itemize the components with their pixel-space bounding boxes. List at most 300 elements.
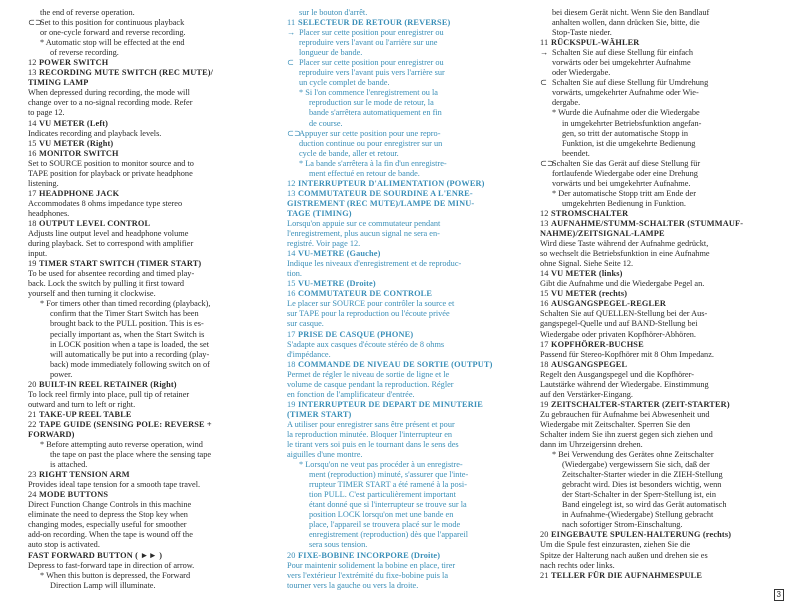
line-text: tion. (287, 269, 302, 279)
line-text: OUTPUT LEVEL CONTROL (39, 218, 151, 228)
text-line (287, 209, 527, 219)
item-number: 16 (540, 299, 549, 309)
text-line (540, 420, 780, 430)
line-text: la reproduction minutée. Bloquer l'interrupteur en (287, 429, 453, 439)
text-line (287, 490, 527, 500)
text-line (287, 28, 527, 38)
text-line (287, 219, 527, 229)
text-line (28, 480, 275, 490)
line-text: reproduction sur le mode de retour, la (309, 98, 434, 108)
text-line (287, 239, 527, 249)
line-text: Schalten Sie auf QUELLEN-Stellung bei der Aus- (540, 309, 708, 319)
line-text: longueur de bande. (299, 48, 363, 58)
item-number: 20 (287, 550, 296, 560)
line-text: FIXE-BOBINE INCORPORE (Droite) (298, 550, 441, 560)
line-text: beendet. (562, 148, 590, 158)
item-heading (28, 470, 275, 480)
item-heading (287, 179, 527, 189)
text-line (287, 269, 527, 279)
text-line (540, 330, 780, 340)
line-text: TIMING LAMP (28, 78, 89, 88)
text-line (287, 299, 527, 309)
text-line (28, 249, 275, 259)
line-text: To lock reel firmly into place, pull tip of retainer (28, 389, 190, 399)
text-line (540, 229, 780, 239)
text-line (28, 330, 275, 340)
item-number: 21 (28, 409, 37, 419)
mode-symbol-icon: ⊂⊃ (287, 128, 301, 138)
item-number: 20 (540, 530, 549, 540)
text-line (28, 108, 275, 118)
item-number: 14 (287, 249, 296, 259)
line-text: ohne Signal. Siehe Seite 12. (540, 259, 634, 269)
text-line (540, 430, 780, 440)
text-line (287, 199, 527, 209)
text-line (287, 169, 527, 179)
text-line (287, 229, 527, 239)
text-line (28, 159, 275, 169)
text-line (28, 269, 275, 279)
text-line (28, 279, 275, 289)
line-text: back. Lock the switch by pulling it first toward (28, 279, 184, 289)
text-line (28, 239, 275, 249)
line-text: * Si l'on commence l'enregistrement ou la (299, 88, 438, 98)
line-text: Depress to fast-forward tape in direction of arrow. (28, 560, 195, 570)
text-line (540, 28, 780, 38)
text-line (287, 58, 527, 68)
line-text: fortlaufende Wiedergabe oder eine Drehung (552, 168, 698, 178)
text-line (540, 410, 780, 420)
text-line (28, 299, 275, 309)
text-line (287, 139, 527, 149)
text-line (540, 370, 780, 380)
line-text: Lautstärke während der Wiedergabe. Einstimmung (540, 379, 709, 389)
text-line (540, 48, 780, 58)
item-heading (540, 289, 780, 299)
line-text: un cycle complet de bande. (299, 78, 390, 88)
line-text: bei diesem Gerät nicht. Wenn Sie den Bandlauf (552, 8, 710, 17)
item-number: 12 (28, 58, 37, 68)
line-text: Set to this position for continuous playback (40, 18, 185, 28)
text-line (28, 430, 275, 440)
line-text: HEADPHONE JACK (39, 188, 120, 198)
line-text: will automatically be put into a recording (play- (50, 349, 210, 359)
line-text: in Aufnahme-(Wiedergabe) Stellung gebracht (562, 510, 714, 520)
line-text: * For timers other than timed recording (playback), (40, 299, 211, 309)
line-text: S'adapte aux casques d'écoute stéréo de 8 ohms (287, 339, 445, 349)
line-text: INTERRUPTEUR DE DEPART DE MINUTERIE (298, 399, 483, 409)
text-line (287, 410, 527, 420)
line-text: Schalten Sie das Gerät auf diese Stellung für (552, 158, 701, 168)
line-text: rrupteur TIMER START a été ramené à la posi- (309, 480, 467, 490)
line-text: der Start-Schalter in der Sperr-Stellung ist, ein (562, 490, 716, 500)
line-text: TAPE position for playback or private headphone (28, 168, 193, 178)
item-number: 18 (287, 359, 296, 369)
text-line (287, 48, 527, 58)
text-line (28, 500, 275, 510)
line-text: Band eingelegt ist, so wird das Gerät automatisch (562, 500, 727, 510)
line-text: * La bande s'arrêtera à la fin d'un enregistre- (299, 158, 447, 168)
text-line (287, 520, 527, 530)
line-text: Regelt den Ausgangspegel und die Kopfhörer- (540, 369, 694, 379)
line-text: Um die Spule fest einzurasten, ziehen Sie die (540, 540, 691, 550)
line-text: COMMUTATEUR DE CONTROLE (298, 289, 433, 299)
line-text: VU METER (Right) (39, 138, 114, 148)
line-text: tourner vers la gauche ou vers la droite. (287, 580, 419, 590)
line-text: nach rechts oder links. (540, 560, 615, 570)
text-line (540, 380, 780, 390)
text-line (28, 530, 275, 540)
line-text: during playback. Set to correspond with amplifier (28, 239, 194, 249)
text-line (540, 159, 780, 169)
line-text: VU-METRE (Droite) (298, 279, 376, 289)
text-line (287, 88, 527, 98)
line-text: Direction Lamp will illuminate. (50, 580, 156, 590)
text-line (287, 581, 527, 591)
text-line (287, 561, 527, 571)
text-line (28, 551, 275, 561)
text-line (540, 440, 780, 450)
text-line (287, 149, 527, 159)
item-heading (287, 400, 527, 410)
text-line (28, 520, 275, 530)
text-line (287, 119, 527, 129)
text-line (540, 68, 780, 78)
text-line (540, 470, 780, 480)
line-text: Le placer sur SOURCE pour contrôler la source et (287, 299, 455, 309)
text-line (287, 370, 527, 380)
item-heading (28, 490, 275, 500)
line-text: gebracht wird. Dies ist besonders wichtig, wenn (562, 480, 722, 490)
line-text: pecially important as, when the Start Switch is (50, 329, 205, 339)
item-number: 13 (540, 218, 549, 228)
text-line (287, 309, 527, 319)
english-column (28, 8, 275, 599)
line-text: ZEITSCHALTER-STARTER (ZEIT-STARTER) (551, 399, 730, 409)
mode-symbol-icon: ⊂ (287, 58, 294, 68)
item-heading (28, 380, 275, 390)
line-text: Lorsqu'on appuie sur ce commutateur pendant (287, 218, 441, 228)
line-text: FORWARD) (28, 429, 75, 439)
line-text: the tape on past the place where the sensing tape (50, 450, 212, 460)
text-line (540, 108, 780, 118)
mode-symbol-icon: ⊂⊃ (540, 158, 554, 168)
text-line (287, 470, 527, 480)
line-text: Indique les niveaux d'enregistrement et de reproduc- (287, 259, 462, 269)
line-text: add-on recording. When the tape is wound off the (28, 530, 193, 540)
line-text: vorwärts und bei umgekehrter Aufnahme. (552, 178, 691, 188)
item-heading (540, 340, 780, 350)
text-line (287, 390, 527, 400)
text-line (28, 561, 275, 571)
line-text: RIGHT TENSION ARM (39, 470, 130, 480)
line-text: l'enregistrement, plus aucun signal ne sera en- (287, 229, 440, 239)
line-text: Indicates recording and playback levels. (28, 128, 162, 138)
line-text: ment effectué en retour de bande. (309, 168, 420, 178)
item-number: 17 (540, 339, 549, 349)
mode-symbol-icon: → (540, 48, 549, 58)
line-text: Placer sur cette position pour enregistrer ou (299, 28, 444, 38)
text-line (28, 450, 275, 460)
french-column (287, 8, 527, 599)
line-text: le tirant vers soi puis en le tournant dans le sens des (287, 440, 459, 450)
text-line (287, 571, 527, 581)
line-text: vorwärts oder bei umgekehrter Aufnahme (552, 58, 691, 68)
line-text: STROMSCHALTER (551, 208, 629, 218)
item-number: 15 (287, 279, 296, 289)
text-line (28, 350, 275, 360)
line-text: Schalten Sie auf diese Stellung für einfach (552, 48, 694, 58)
line-text: * Automatic stop will be effected at the end (40, 38, 185, 48)
item-heading (28, 219, 275, 229)
line-text: * Wurde die Aufnahme oder die Wiedergabe (552, 108, 700, 118)
text-line (540, 309, 780, 319)
line-text: reproduire vers l'avant ou l'arrière sur une (299, 38, 438, 48)
text-line (28, 460, 275, 470)
line-text: AUSGANGSPEGEL (551, 359, 628, 369)
line-text: input. (28, 249, 48, 259)
line-text: RÜCKSPUL-WÄHLER (551, 38, 640, 48)
line-text: Placer sur cette position pour enregistrer ou (299, 58, 444, 68)
item-number: 22 (28, 419, 37, 429)
item-heading (287, 279, 527, 289)
text-line (287, 68, 527, 78)
mode-symbol-icon: ⊂⊃ (28, 18, 42, 28)
line-text: AUSGANGSPEGEL-REGLER (551, 299, 667, 309)
line-text: sur casque. (287, 319, 324, 329)
text-line (540, 18, 780, 28)
text-line (287, 540, 527, 550)
item-number: 11 (540, 38, 549, 48)
line-text: POWER SWITCH (39, 58, 109, 68)
text-line (28, 340, 275, 350)
text-line (287, 129, 527, 139)
text-line (540, 58, 780, 68)
item-number: 11 (287, 18, 296, 28)
line-text: de course. (309, 118, 343, 128)
item-number: 19 (28, 259, 37, 269)
line-text: KOPFHÖRER-BUCHSE (551, 339, 644, 349)
text-line (540, 350, 780, 360)
line-text: TAGE (TIMING) (287, 208, 352, 218)
line-text: * Before attempting auto reverse operation, wind (40, 440, 203, 450)
line-text: change over to a no-signal recording mode. Refer (28, 98, 193, 108)
text-line (540, 551, 780, 561)
line-text: volume de casque pendant la reproduction. Régler (287, 379, 454, 389)
text-line (287, 500, 527, 510)
item-number: 19 (287, 399, 296, 409)
item-heading (540, 530, 780, 540)
text-line (28, 370, 275, 380)
line-text: Adjusts line output level and headphone volume (28, 229, 189, 239)
line-text: headphones. (28, 208, 70, 218)
item-number: 20 (28, 379, 37, 389)
line-text: TIMER START SWITCH (TIMER START) (39, 259, 202, 269)
line-text: to page 12. (28, 108, 65, 118)
item-heading (287, 330, 527, 340)
line-text: in umgekehrter Betriebsfunktion angefan- (562, 118, 702, 128)
text-line (540, 460, 780, 470)
text-line (28, 38, 275, 48)
text-line (540, 119, 780, 129)
line-text: yourself and then turning it clockwise. (28, 289, 156, 299)
line-text: sur TAPE pour la reproduction ou l'écoute privée (287, 309, 450, 319)
item-number: 21 (540, 570, 549, 580)
item-heading (540, 38, 780, 48)
line-text: FAST FORWARD BUTTON ( ►► ) (28, 550, 163, 560)
text-line (540, 480, 780, 490)
text-line (28, 169, 275, 179)
item-number: 23 (28, 470, 37, 480)
item-heading (28, 189, 275, 199)
line-text: brought back to the PULL position. This is es- (50, 319, 204, 329)
item-heading (540, 400, 780, 410)
line-text: EINGEBAUTE SPULEN-HALTERUNG (rechts) (551, 530, 732, 540)
text-line (28, 400, 275, 410)
line-text: VU METER (rechts) (551, 289, 628, 299)
text-line (28, 440, 275, 450)
line-text: aiguilles d'une montre. (287, 450, 363, 460)
text-line (28, 78, 275, 88)
line-text: COMMUTATEUR DE SOURDINE A L'ENRE- (298, 188, 473, 198)
line-text: dann im Uhrzeigersinn drehen. (540, 440, 643, 450)
text-line (28, 88, 275, 98)
line-text: * When this button is depressed, the Forward (40, 570, 191, 580)
item-number: 17 (287, 329, 296, 339)
line-text: outward and turn to left or right. (28, 399, 136, 409)
line-text: gangspegel-Quelle und auf BAND-Stellung bei (540, 319, 698, 329)
mode-symbol-icon: → (287, 28, 296, 38)
line-text: Accommodates 8 ohms impedance type stereo (28, 198, 183, 208)
text-line (540, 189, 780, 199)
line-text: Set to SOURCE position to monitor source and to (28, 158, 194, 168)
text-line (540, 500, 780, 510)
text-line (28, 390, 275, 400)
text-line (287, 380, 527, 390)
text-line (28, 129, 275, 139)
item-number: 12 (540, 208, 549, 218)
line-text: Schalten Sie auf diese Stellung für Umdrehung (552, 78, 709, 88)
text-line (287, 8, 527, 18)
text-line (287, 510, 527, 520)
mode-symbol-icon: ⊂ (540, 78, 547, 88)
line-text: eliminate the need to depress the Stop key when (28, 510, 188, 520)
line-text: TAPE GUIDE (SENSING POLE: REVERSE + (39, 419, 212, 429)
text-line (540, 169, 780, 179)
text-line (540, 88, 780, 98)
line-text: When depressed during recording, the mode will (28, 88, 190, 98)
item-heading (287, 360, 527, 370)
item-number: 16 (28, 148, 37, 158)
item-heading (540, 219, 780, 229)
text-line (28, 209, 275, 219)
item-number: 15 (28, 138, 37, 148)
item-number: 13 (287, 188, 296, 198)
line-text: RECORDING MUTE SWITCH (REC MUTE)/ (39, 68, 214, 78)
item-heading (28, 420, 275, 430)
line-text: vers l'extérieur l'extrémité du fixe-bobine puis la (287, 570, 449, 580)
text-line (287, 38, 527, 48)
item-heading (540, 360, 780, 370)
item-heading (287, 18, 527, 28)
text-line (540, 149, 780, 159)
line-text: anhalten wollen, dann drücken Sie, bitte, die (552, 18, 700, 28)
text-line (28, 319, 275, 329)
line-text: MODE BUTTONS (39, 490, 109, 500)
line-text: Direct Function Change Controls in this machine (28, 500, 192, 510)
text-line (28, 48, 275, 58)
line-text: gen, so tritt der automatische Stopp in (562, 128, 689, 138)
text-line (28, 98, 275, 108)
text-line (28, 540, 275, 550)
line-text: Pour maintenir solidement la bobine en place, tirer (287, 560, 456, 570)
line-text: INTERRUPTEUR D'ALIMENTATION (POWER) (298, 178, 485, 188)
text-line (540, 179, 780, 189)
line-text: d'impédance. (287, 349, 331, 359)
item-heading (287, 249, 527, 259)
item-heading (540, 571, 780, 581)
item-heading (28, 149, 275, 159)
text-line (540, 249, 780, 259)
line-text: COMMANDE DE NIVEAU DE SORTIE (OUTPUT) (298, 359, 493, 369)
item-number: 15 (540, 289, 549, 299)
text-line (540, 129, 780, 139)
line-text: place, l'appareil se trouvera placé sur le mode (309, 520, 461, 530)
text-line (287, 530, 527, 540)
item-heading (540, 299, 780, 309)
text-line (540, 239, 780, 249)
text-line (540, 390, 780, 400)
page-number: 3 (774, 589, 784, 601)
line-text: VU METER (links) (551, 269, 623, 279)
line-text: listening. (28, 178, 59, 188)
line-text: To be used for absentee recording and timed play- (28, 269, 195, 279)
item-heading (28, 139, 275, 149)
text-line (28, 581, 275, 591)
line-text: reproduire vers l'avant puis vers l'arrière sur (299, 68, 445, 78)
text-line (28, 179, 275, 189)
item-number: 12 (287, 178, 296, 188)
text-line (540, 561, 780, 571)
text-line (540, 279, 780, 289)
text-line (287, 440, 527, 450)
line-text: (Wiedergabe) vergewissern Sie sich, daß der (562, 460, 710, 470)
text-line (28, 199, 275, 209)
text-line (287, 430, 527, 440)
line-text: vorwärts, umgekehrter Aufnahme oder Wie- (552, 88, 699, 98)
item-number: 24 (28, 490, 37, 500)
line-text: Zeitschalter-Starter wieder in die ZIEH-Stellung (562, 470, 723, 480)
line-text: changing modes, especially useful for smoother (28, 520, 187, 530)
text-line (287, 159, 527, 169)
line-text: * Bei Verwendung des Gerätes ohne Zeitschalter (552, 450, 714, 460)
line-text: Appuyer sur cette position pour une repro- (299, 128, 441, 138)
line-text: is attached. (50, 460, 88, 470)
line-text: Passend für Stereo-Kopfhörer mit 8 Ohm Impedanz. (540, 349, 714, 359)
text-line (28, 229, 275, 239)
line-text: MONITOR SWITCH (39, 148, 119, 158)
line-text: VU METER (Left) (39, 118, 109, 128)
line-text: GISTREMENT (REC MUTE)/LAMPE DE MINU- (287, 198, 475, 208)
text-line (287, 340, 527, 350)
line-text: enregistrement (reproduction) dès que l'appareil (309, 530, 469, 540)
line-text: cycle de bande, aller et retour. (299, 148, 399, 158)
line-text: oder Wiedergabe. (552, 68, 611, 78)
line-text: * Der automatische Stopp tritt am Ende der (552, 188, 697, 198)
line-text: nach sofortiger Strom-Einschaltung. (562, 520, 683, 530)
item-number: 13 (28, 68, 37, 78)
line-text: * Lorsqu'on ne veut pas procéder à un enregistre- (299, 460, 463, 470)
